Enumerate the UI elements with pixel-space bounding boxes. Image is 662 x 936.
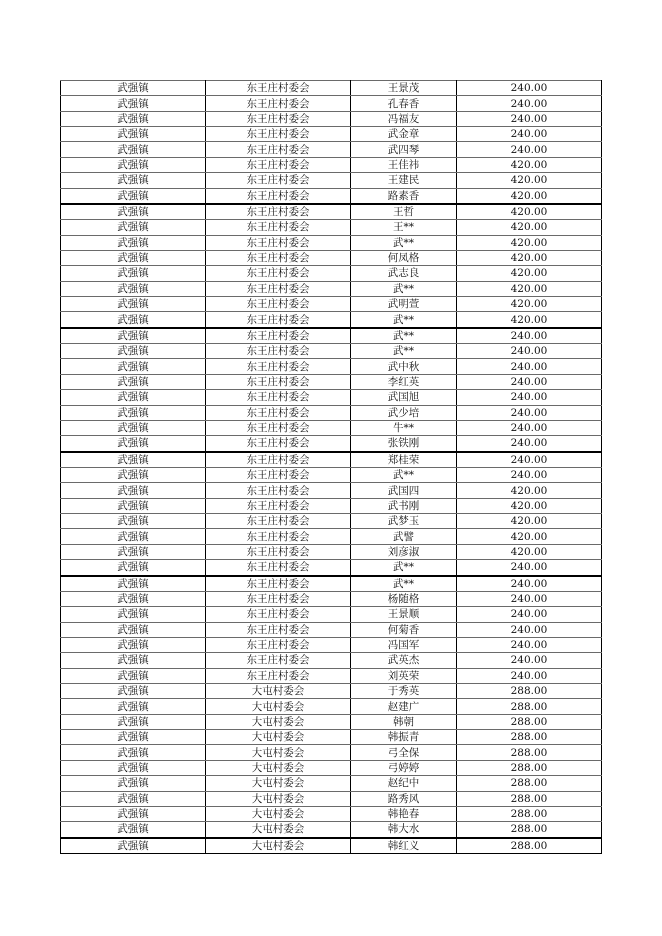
amount-cell: 240.00 xyxy=(457,142,602,157)
name-cell: 李红英 xyxy=(351,374,457,389)
name-cell: 冯国军 xyxy=(351,637,457,652)
village-cell: 东王庄村委会 xyxy=(206,591,351,606)
name-cell: 武譬 xyxy=(351,529,457,544)
table-row xyxy=(61,235,602,250)
amount-cell: 240.00 xyxy=(457,420,602,435)
village-cell: 大屯村委会 xyxy=(206,714,351,729)
amount-cell: 288.00 xyxy=(457,791,602,806)
table-row xyxy=(61,359,602,374)
table-row xyxy=(61,637,602,652)
table-row xyxy=(61,607,602,622)
village-cell: 东王庄村委会 xyxy=(206,607,351,622)
village-cell: 大屯村委会 xyxy=(206,745,351,760)
village-cell: 大屯村委会 xyxy=(206,699,351,714)
town-cell: 武强镇 xyxy=(61,220,206,235)
village-cell: 东王庄村委会 xyxy=(206,529,351,544)
table-row xyxy=(61,668,602,683)
village-cell: 东王庄村委会 xyxy=(206,514,351,529)
village-cell: 东王庄村委会 xyxy=(206,653,351,668)
table-row xyxy=(61,344,602,359)
town-cell: 武强镇 xyxy=(61,452,206,468)
town-cell: 武强镇 xyxy=(61,668,206,683)
town-cell: 武强镇 xyxy=(61,312,206,328)
village-cell: 东王庄村委会 xyxy=(206,250,351,265)
table-row xyxy=(61,576,602,592)
name-cell: 武** xyxy=(351,576,457,592)
amount-cell: 240.00 xyxy=(457,637,602,652)
table-row xyxy=(61,157,602,172)
table-row xyxy=(61,529,602,544)
village-cell: 大屯村委会 xyxy=(206,776,351,791)
village-cell: 东王庄村委会 xyxy=(206,359,351,374)
town-cell: 武强镇 xyxy=(61,173,206,188)
table-row xyxy=(61,806,602,821)
town-cell: 武强镇 xyxy=(61,405,206,420)
town-cell: 武强镇 xyxy=(61,498,206,513)
name-cell: 刘彦淑 xyxy=(351,544,457,559)
table-body xyxy=(61,81,602,854)
village-cell: 东王庄村委会 xyxy=(206,576,351,592)
amount-cell: 288.00 xyxy=(457,699,602,714)
table-row xyxy=(61,405,602,420)
amount-cell: 240.00 xyxy=(457,452,602,468)
table-row xyxy=(61,714,602,729)
town-cell: 武强镇 xyxy=(61,81,206,96)
amount-cell: 240.00 xyxy=(457,328,602,344)
amount-cell: 420.00 xyxy=(457,529,602,544)
table-row xyxy=(61,560,602,576)
name-cell: 武** xyxy=(351,560,457,576)
name-cell: 武少培 xyxy=(351,405,457,420)
village-cell: 东王庄村委会 xyxy=(206,220,351,235)
amount-cell: 288.00 xyxy=(457,838,602,854)
table-row xyxy=(61,452,602,468)
amount-cell: 240.00 xyxy=(457,467,602,482)
name-cell: 韩振青 xyxy=(351,730,457,745)
town-cell: 武强镇 xyxy=(61,838,206,854)
town-cell: 武强镇 xyxy=(61,822,206,838)
name-cell: 何凤格 xyxy=(351,250,457,265)
village-cell: 东王庄村委会 xyxy=(206,96,351,111)
town-cell: 武强镇 xyxy=(61,436,206,452)
town-cell: 武强镇 xyxy=(61,96,206,111)
town-cell: 武强镇 xyxy=(61,591,206,606)
amount-cell: 240.00 xyxy=(457,359,602,374)
table-row xyxy=(61,776,602,791)
table-row xyxy=(61,281,602,296)
village-cell: 大屯村委会 xyxy=(206,791,351,806)
table-row xyxy=(61,498,602,513)
amount-cell: 240.00 xyxy=(457,81,602,96)
name-cell: 武** xyxy=(351,312,457,328)
village-cell: 东王庄村委会 xyxy=(206,420,351,435)
table-row xyxy=(61,684,602,699)
amount-cell: 420.00 xyxy=(457,498,602,513)
village-cell: 大屯村委会 xyxy=(206,684,351,699)
name-cell: 孔春香 xyxy=(351,96,457,111)
amount-cell: 240.00 xyxy=(457,622,602,637)
name-cell: 武明萱 xyxy=(351,297,457,312)
village-cell: 东王庄村委会 xyxy=(206,622,351,637)
table-row xyxy=(61,653,602,668)
amount-cell: 240.00 xyxy=(457,436,602,452)
table-row xyxy=(61,390,602,405)
amount-cell: 420.00 xyxy=(457,188,602,204)
town-cell: 武强镇 xyxy=(61,544,206,559)
amount-cell: 420.00 xyxy=(457,483,602,498)
village-cell: 东王庄村委会 xyxy=(206,436,351,452)
town-cell: 武强镇 xyxy=(61,776,206,791)
village-cell: 东王庄村委会 xyxy=(206,390,351,405)
amount-cell: 420.00 xyxy=(457,544,602,559)
table-row xyxy=(61,467,602,482)
table-row xyxy=(61,436,602,452)
name-cell: 武** xyxy=(351,467,457,482)
amount-cell: 240.00 xyxy=(457,127,602,142)
village-cell: 东王庄村委会 xyxy=(206,235,351,250)
town-cell: 武强镇 xyxy=(61,806,206,821)
table-row xyxy=(61,142,602,157)
table-row xyxy=(61,745,602,760)
name-cell: 武国四 xyxy=(351,483,457,498)
table-row xyxy=(61,374,602,389)
town-cell: 武强镇 xyxy=(61,390,206,405)
name-cell: 武** xyxy=(351,281,457,296)
name-cell: 王景顺 xyxy=(351,607,457,622)
town-cell: 武强镇 xyxy=(61,235,206,250)
table-row xyxy=(61,96,602,111)
village-cell: 东王庄村委会 xyxy=(206,266,351,281)
table-row xyxy=(61,188,602,204)
table-row xyxy=(61,730,602,745)
village-cell: 东王庄村委会 xyxy=(206,297,351,312)
town-cell: 武强镇 xyxy=(61,420,206,435)
village-cell: 东王庄村委会 xyxy=(206,188,351,204)
village-cell: 东王庄村委会 xyxy=(206,560,351,576)
table-row xyxy=(61,791,602,806)
village-cell: 东王庄村委会 xyxy=(206,204,351,220)
town-cell: 武强镇 xyxy=(61,529,206,544)
name-cell: 韩艳春 xyxy=(351,806,457,821)
name-cell: 路素香 xyxy=(351,188,457,204)
name-cell: 武志良 xyxy=(351,266,457,281)
name-cell: 武** xyxy=(351,328,457,344)
table-row xyxy=(61,127,602,142)
town-cell: 武强镇 xyxy=(61,142,206,157)
town-cell: 武强镇 xyxy=(61,111,206,126)
village-cell: 东王庄村委会 xyxy=(206,81,351,96)
amount-cell: 420.00 xyxy=(457,204,602,220)
table-row xyxy=(61,266,602,281)
name-cell: 韩大水 xyxy=(351,822,457,838)
name-cell: 冯福友 xyxy=(351,111,457,126)
amount-cell: 240.00 xyxy=(457,344,602,359)
amount-cell: 420.00 xyxy=(457,514,602,529)
town-cell: 武强镇 xyxy=(61,730,206,745)
table-row xyxy=(61,420,602,435)
table-row xyxy=(61,250,602,265)
amount-cell: 420.00 xyxy=(457,220,602,235)
amount-cell: 420.00 xyxy=(457,173,602,188)
name-cell: 张铁刚 xyxy=(351,436,457,452)
amount-cell: 240.00 xyxy=(457,607,602,622)
town-cell: 武强镇 xyxy=(61,760,206,775)
name-cell: 王景茂 xyxy=(351,81,457,96)
town-cell: 武强镇 xyxy=(61,359,206,374)
name-cell: 王建民 xyxy=(351,173,457,188)
village-cell: 东王庄村委会 xyxy=(206,544,351,559)
name-cell: 武** xyxy=(351,235,457,250)
name-cell: 于秀英 xyxy=(351,684,457,699)
town-cell: 武强镇 xyxy=(61,576,206,592)
name-cell: 郑桂荣 xyxy=(351,452,457,468)
table-row xyxy=(61,544,602,559)
name-cell: 王** xyxy=(351,220,457,235)
amount-cell: 288.00 xyxy=(457,745,602,760)
village-cell: 东王庄村委会 xyxy=(206,344,351,359)
name-cell: 武** xyxy=(351,344,457,359)
village-cell: 东王庄村委会 xyxy=(206,142,351,157)
name-cell: 武中秋 xyxy=(351,359,457,374)
name-cell: 赵纪中 xyxy=(351,776,457,791)
amount-cell: 240.00 xyxy=(457,405,602,420)
table-row xyxy=(61,204,602,220)
village-cell: 东王庄村委会 xyxy=(206,157,351,172)
town-cell: 武强镇 xyxy=(61,188,206,204)
village-cell: 大屯村委会 xyxy=(206,806,351,821)
town-cell: 武强镇 xyxy=(61,622,206,637)
town-cell: 武强镇 xyxy=(61,266,206,281)
table-row xyxy=(61,591,602,606)
village-cell: 东王庄村委会 xyxy=(206,498,351,513)
name-cell: 何菊香 xyxy=(351,622,457,637)
table-row xyxy=(61,514,602,529)
name-cell: 弓全保 xyxy=(351,745,457,760)
name-cell: 刘英荣 xyxy=(351,668,457,683)
town-cell: 武强镇 xyxy=(61,745,206,760)
amount-cell: 420.00 xyxy=(457,235,602,250)
amount-cell: 240.00 xyxy=(457,374,602,389)
village-cell: 东王庄村委会 xyxy=(206,173,351,188)
town-cell: 武强镇 xyxy=(61,637,206,652)
town-cell: 武强镇 xyxy=(61,684,206,699)
village-cell: 东王庄村委会 xyxy=(206,668,351,683)
village-cell: 东王庄村委会 xyxy=(206,328,351,344)
amount-cell: 240.00 xyxy=(457,576,602,592)
amount-cell: 288.00 xyxy=(457,730,602,745)
village-cell: 大屯村委会 xyxy=(206,730,351,745)
town-cell: 武强镇 xyxy=(61,607,206,622)
name-cell: 赵建广 xyxy=(351,699,457,714)
subsidy-table xyxy=(60,80,602,854)
name-cell: 韩红义 xyxy=(351,838,457,854)
name-cell: 弓婷婷 xyxy=(351,760,457,775)
name-cell: 武英杰 xyxy=(351,653,457,668)
amount-cell: 288.00 xyxy=(457,760,602,775)
town-cell: 武强镇 xyxy=(61,374,206,389)
name-cell: 杨随格 xyxy=(351,591,457,606)
town-cell: 武强镇 xyxy=(61,328,206,344)
table-row xyxy=(61,838,602,854)
amount-cell: 420.00 xyxy=(457,250,602,265)
amount-cell: 240.00 xyxy=(457,96,602,111)
town-cell: 武强镇 xyxy=(61,699,206,714)
town-cell: 武强镇 xyxy=(61,514,206,529)
amount-cell: 240.00 xyxy=(457,111,602,126)
amount-cell: 240.00 xyxy=(457,560,602,576)
amount-cell: 288.00 xyxy=(457,822,602,838)
town-cell: 武强镇 xyxy=(61,714,206,729)
village-cell: 东王庄村委会 xyxy=(206,374,351,389)
village-cell: 大屯村委会 xyxy=(206,822,351,838)
amount-cell: 420.00 xyxy=(457,157,602,172)
amount-cell: 288.00 xyxy=(457,806,602,821)
name-cell: 王佳祎 xyxy=(351,157,457,172)
table-row xyxy=(61,622,602,637)
amount-cell: 420.00 xyxy=(457,312,602,328)
amount-cell: 420.00 xyxy=(457,297,602,312)
town-cell: 武强镇 xyxy=(61,560,206,576)
amount-cell: 288.00 xyxy=(457,714,602,729)
amount-cell: 420.00 xyxy=(457,281,602,296)
village-cell: 大屯村委会 xyxy=(206,838,351,854)
name-cell: 王哲 xyxy=(351,204,457,220)
town-cell: 武强镇 xyxy=(61,157,206,172)
amount-cell: 240.00 xyxy=(457,668,602,683)
village-cell: 东王庄村委会 xyxy=(206,312,351,328)
table-row xyxy=(61,699,602,714)
table-row xyxy=(61,312,602,328)
name-cell: 武金章 xyxy=(351,127,457,142)
table-row xyxy=(61,822,602,838)
name-cell: 牛** xyxy=(351,420,457,435)
table-row xyxy=(61,297,602,312)
town-cell: 武强镇 xyxy=(61,467,206,482)
town-cell: 武强镇 xyxy=(61,791,206,806)
amount-cell: 240.00 xyxy=(457,591,602,606)
table-row xyxy=(61,220,602,235)
name-cell: 武四琴 xyxy=(351,142,457,157)
table-row xyxy=(61,81,602,96)
village-cell: 东王庄村委会 xyxy=(206,637,351,652)
table-row xyxy=(61,328,602,344)
town-cell: 武强镇 xyxy=(61,127,206,142)
amount-cell: 420.00 xyxy=(457,266,602,281)
town-cell: 武强镇 xyxy=(61,281,206,296)
village-cell: 东王庄村委会 xyxy=(206,467,351,482)
village-cell: 东王庄村委会 xyxy=(206,405,351,420)
name-cell: 武书刚 xyxy=(351,498,457,513)
amount-cell: 288.00 xyxy=(457,684,602,699)
village-cell: 东王庄村委会 xyxy=(206,452,351,468)
amount-cell: 288.00 xyxy=(457,776,602,791)
table-row xyxy=(61,483,602,498)
town-cell: 武强镇 xyxy=(61,653,206,668)
amount-cell: 240.00 xyxy=(457,390,602,405)
name-cell: 武国旭 xyxy=(351,390,457,405)
village-cell: 大屯村委会 xyxy=(206,760,351,775)
table-row xyxy=(61,111,602,126)
name-cell: 路秀风 xyxy=(351,791,457,806)
amount-cell: 240.00 xyxy=(457,653,602,668)
town-cell: 武强镇 xyxy=(61,344,206,359)
name-cell: 韩朝 xyxy=(351,714,457,729)
village-cell: 东王庄村委会 xyxy=(206,127,351,142)
name-cell: 武梦玉 xyxy=(351,514,457,529)
village-cell: 东王庄村委会 xyxy=(206,483,351,498)
town-cell: 武强镇 xyxy=(61,483,206,498)
town-cell: 武强镇 xyxy=(61,250,206,265)
village-cell: 东王庄村委会 xyxy=(206,111,351,126)
town-cell: 武强镇 xyxy=(61,204,206,220)
town-cell: 武强镇 xyxy=(61,297,206,312)
village-cell: 东王庄村委会 xyxy=(206,281,351,296)
table-row xyxy=(61,760,602,775)
table-row xyxy=(61,173,602,188)
